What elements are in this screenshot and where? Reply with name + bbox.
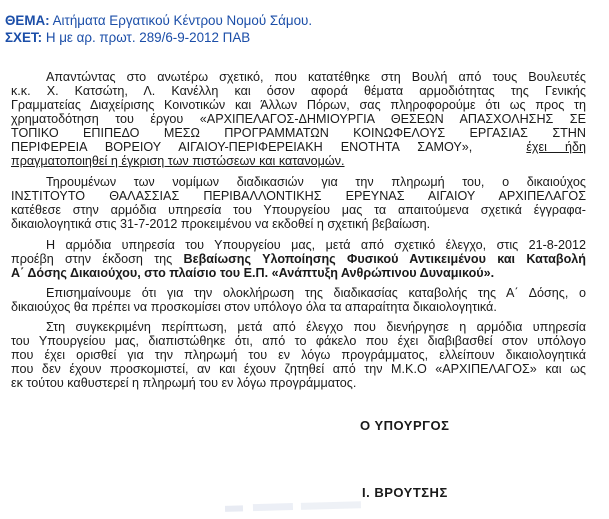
subject-text: Αιτήματα Εργατικού Κέντρου Νομού Σάμου. — [52, 13, 313, 28]
paragraph-5-line-3: που έχει ορισθεί για την πληρωμή του εν λόγω προγράμματος, ελλείπουν δικαιολογητικά — [11, 348, 586, 362]
paragraph-1-line-5: ΤΟΠΙΚΟ ΕΠΙΠΕΔΟ ΜΕΣΩ ΠΡΟΓΡΑΜΜΑΤΩΝ ΚΟΙΝΩΦΕΛΟΥΣ ΕΡΓΑΣΙΑΣ ΣΤΗΝ — [11, 126, 586, 140]
subject-line — [5, 13, 312, 29]
paragraph-2-line-1: Τηρουμένων των νομίμων διαδικασιών για την πληρωμή του, ο δικαιούχος — [46, 175, 586, 189]
paragraph-1-line-4: χρηματοδότηση του έργου «ΑΡΧΙΠΕΛΑΓΟΣ-ΔΗΜΙΟΥΡΓΙΑ ΘΕΣΕΩΝ ΑΠΑΣΧΟΛΗΣΗΣ ΣΕ — [11, 112, 586, 126]
subject-label: ΘΕΜΑ: — [5, 13, 50, 28]
paragraph-5-line-1: Στη συγκεκριμένη περίπτωση, μετά από έλεγχο που διενήργησε η αρμόδια υπηρεσία — [46, 320, 586, 334]
paragraph-5-line-4: που δεν έχουν προσκομιστεί, αν και έχουν ζητηθεί από την Μ.Κ.Ο «ΑΡΧΙΠΕΛΑΓΟΣ» και ως — [11, 362, 586, 376]
paragraph-1-line-6 — [11, 140, 586, 154]
reference-line — [5, 30, 250, 46]
paragraph-3-line-3: Α΄ Δόσης Δικαιούχου, στο πλαίσιο του Ε.Π. «Ανάπτυξη Ανθρώπινου Δυναμικού». — [11, 266, 495, 280]
paragraph-1-line-2: κ.κ. Χ. Κατσώτη, Λ. Κανέλλη και όσον αφορά θέματα αρμοδιότητας της Γενικής — [11, 84, 586, 98]
reference-label: ΣΧΕΤ: — [5, 30, 43, 45]
paragraph-3-line-1: Η αρμόδια υπηρεσία του Υπουργείου μας, μετά από σχετικό έλεγχο, στις 21-8-2012 — [46, 238, 586, 252]
paragraph-4-line-1: Επισημαίνουμε ότι για την ολοκλήρωση της διαδικασίας καταβολής της Α΄ Δόσης, ο — [46, 286, 586, 300]
paragraph-1-line-1: Απαντώντας στο ανωτέρω σχετικό, που κατατέθηκε στη Βουλή από τους Βουλευτές — [46, 70, 586, 84]
reference-text: Η με αρ. πρωτ. 289/6-9-2012 ΠΑΒ — [45, 30, 251, 45]
approval-text-start: έχει ήδη — [526, 140, 586, 154]
paragraph-1-line-3: Γραμματείας Διαχείρισης Κοινοτικών και Άλλων Πόρων, σας πληροφορούμε ότι ως προς τη — [11, 98, 586, 112]
certificate-title: Βεβαίωσης Υλοποίησης Φυσικού Αντικειμένου και Καταβολή — [183, 252, 586, 266]
paragraph-5-line-5: εκ τούτου καθυστερεί η πληρωμή του εν λόγω προγράμματος. — [11, 376, 357, 390]
paragraph-1-line-7: πραγματοποιηθεί η έγκριση των πιστώσεων και κατανομών. — [11, 154, 345, 168]
paragraph-2-line-4: δικαιολογητικά στις 31-7-2012 προκειμένου να εκδοθεί η σχετική βεβαίωση. — [11, 217, 431, 231]
paragraph-5-line-2: του Υπουργείου μας, διαπιστώθηκε ότι, από το φάκελο που έχει διαβιβασθεί στον υπόλογο — [11, 334, 586, 348]
stamp-watermark — [225, 498, 365, 519]
paragraph-4-line-2: δικαιούχος θα πρέπει να προσκομίσει στον υπόλογο όλα τα απαραίτητα δικαιολογητικά. — [11, 300, 497, 314]
issuance-text: προέβη στην έκδοση της — [11, 252, 184, 266]
paragraph-2-line-3: κατέθεσε στην αρμόδια υπηρεσία του Υπουργείου μας τα απαιτούμενα σχετικά έγγραφα- — [11, 203, 586, 217]
signature-title: Ο ΥΠΟΥΡΓΟΣ — [360, 418, 450, 433]
paragraph-2-line-2: ΙΝΣΤΙΤΟΥΤΟ ΘΑΛΑΣΣΙΑΣ ΠΕΡΙΒΑΛΛΟΝΤΙΚΗΣ ΕΡΕΥΝΑΣ ΑΙΓΑΙΟΥ ΑΡΧΙΠΕΛΑΓΟΣ — [11, 189, 586, 203]
paragraph-3-line-2 — [11, 252, 586, 266]
region-text: ΠΕΡΙΦΕΡΕΙΑ ΒΟΡΕΙΟΥ ΑΙΓΑΙΟΥ-ΠΕΡΙΦΕΡΕΙΑΚΗ ΕΝΟΤΗΤΑ ΣΑΜΟΥ», — [11, 140, 473, 154]
stamp-mark-icon — [225, 498, 365, 516]
signature-name: Ι. ΒΡΟΥΤΣΗΣ — [362, 485, 448, 500]
